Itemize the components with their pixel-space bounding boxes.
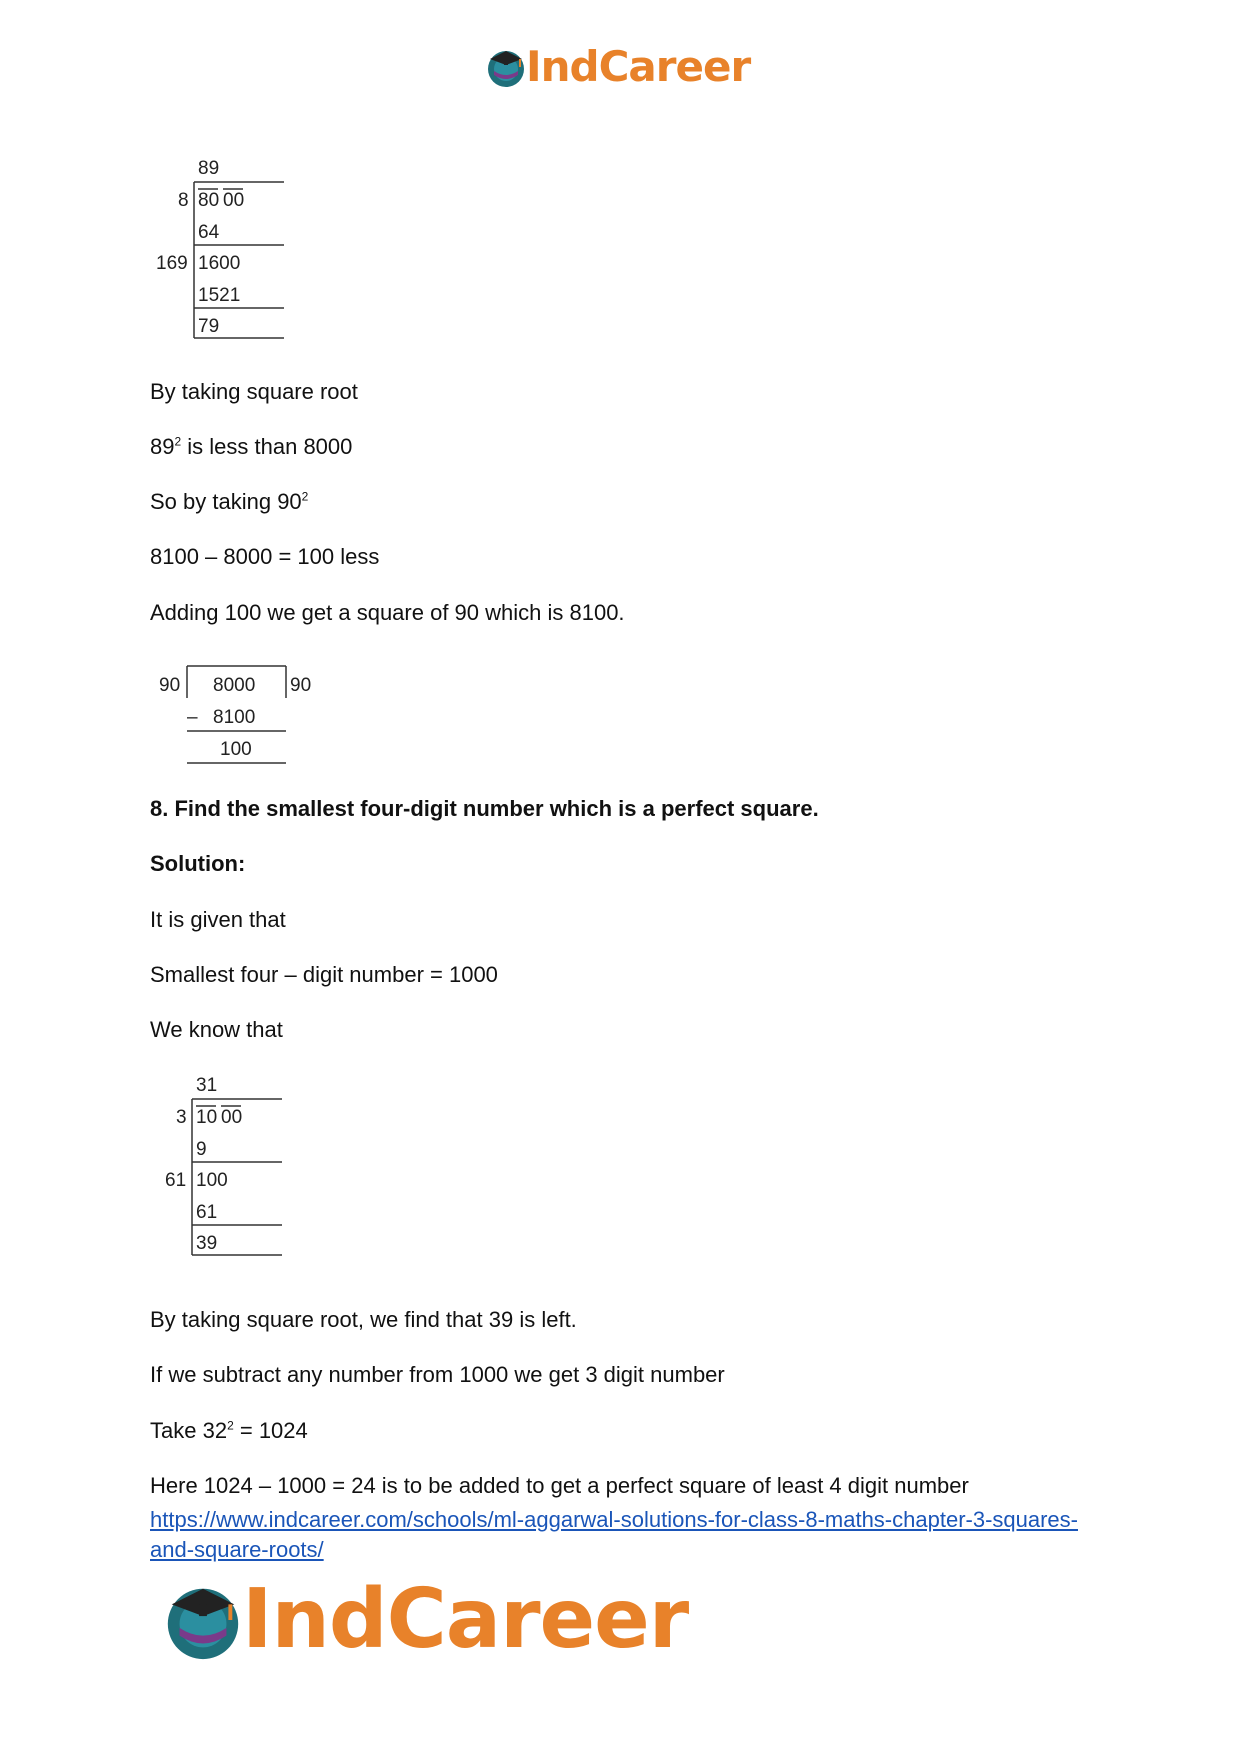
paragraph-take-32 — [150, 1418, 308, 1444]
text-less-than: is less than 8000 — [181, 434, 353, 459]
solution-label: Solution: — [150, 851, 246, 876]
text-89: 89 — [150, 434, 175, 459]
subtraction-diagram — [150, 662, 330, 768]
paragraph-subtract: If we subtract any number from 1000 we get 3 digit number — [150, 1362, 725, 1387]
division-2-row-1: 9 — [196, 1139, 207, 1160]
header-logo — [484, 42, 750, 91]
paragraph-we-know: We know that — [150, 1017, 283, 1042]
paragraph-conclusion: Here 1024 – 1000 = 24 is to be added to get a perfect square of least 4 digit number — [150, 1473, 969, 1498]
subtraction-result: 100 — [220, 739, 252, 760]
division-1-row-1: 64 — [198, 222, 220, 243]
graduation-cap-icon — [160, 1577, 246, 1663]
division-1-divisor-1: 8 — [178, 190, 189, 211]
paragraph-smallest: Smallest four – digit number = 1000 — [150, 962, 498, 987]
superscript: 2 — [174, 434, 182, 449]
subtraction-minus: – — [187, 707, 198, 728]
division-2-divisor-1: 3 — [176, 1107, 187, 1128]
paragraph-adding: Adding 100 we get a square of 90 which is 8100. — [150, 600, 625, 625]
subtraction-left: 90 — [159, 675, 181, 696]
paragraph-39-left: By taking square root, we find that 39 is left. — [150, 1307, 577, 1332]
division-2-pair-1: 10 — [196, 1107, 218, 1128]
paragraph-given: It is given that — [150, 907, 286, 932]
division-1-row-3: 1521 — [198, 285, 241, 306]
division-1-quotient: 89 — [198, 158, 220, 179]
long-division-2 — [150, 1067, 290, 1267]
division-2-row-2: 100 — [196, 1170, 228, 1191]
subtraction-middle: 8100 — [213, 707, 256, 728]
division-1-pair-2: 00 — [223, 190, 245, 211]
subtraction-right: 90 — [290, 675, 312, 696]
footer-logo — [160, 1572, 688, 1667]
text-so-by-taking: So by taking 90 — [150, 489, 302, 514]
superscript: 2 — [301, 489, 309, 504]
division-2-pair-2: 00 — [221, 1107, 243, 1128]
paragraph-difference: 8100 – 8000 = 100 less — [150, 544, 380, 569]
division-1-row-4: 79 — [198, 316, 220, 337]
text-take: Take 32 — [150, 1418, 228, 1443]
paragraph-square-root: By taking square root — [150, 379, 358, 404]
graduation-cap-icon — [484, 45, 528, 89]
header-logo-text: IndCareer — [526, 42, 751, 91]
subtraction-top: 8000 — [213, 675, 256, 696]
text-equals: = 1024 — [233, 1418, 308, 1443]
source-link[interactable]: https://www.indcareer.com/schools/ml-aggarwal-solutions-for-class-8-maths-chapter-3-squares-and-square-roots/ — [150, 1507, 1078, 1562]
superscript: 2 — [227, 1418, 234, 1433]
division-2-row-3: 61 — [196, 1202, 218, 1223]
paragraph-90-squared — [150, 489, 308, 515]
long-division-1 — [150, 150, 290, 350]
division-2-divisor-2: 61 — [165, 1170, 187, 1191]
paragraph-89-squared — [150, 434, 352, 460]
division-2-row-4: 39 — [196, 1233, 218, 1254]
question-title: 8. Find the smallest four-digit number which is a perfect square. — [150, 796, 819, 821]
division-1-divisor-2: 169 — [156, 253, 188, 274]
division-1-row-2: 1600 — [198, 253, 241, 274]
footer-logo-text: IndCareer — [242, 1572, 689, 1667]
division-2-quotient: 31 — [196, 1075, 218, 1096]
division-1-pair-1: 80 — [198, 190, 220, 211]
